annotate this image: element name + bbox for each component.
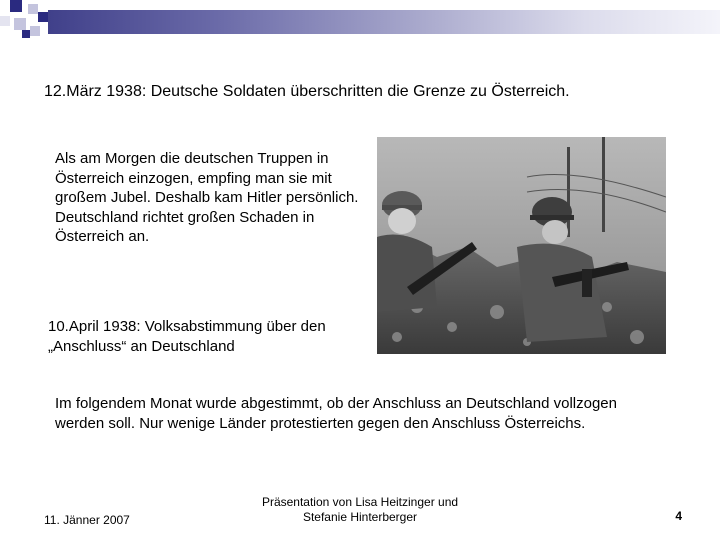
slide-title: 12.März 1938: Deutsche Soldaten überschritten die Grenze zu Österreich. — [44, 83, 570, 100]
soldiers-photo — [377, 137, 666, 354]
footer-presenters — [240, 495, 480, 525]
header-square-decoration — [28, 4, 38, 14]
header-square-decoration — [22, 30, 30, 38]
page-number: 4 — [675, 509, 682, 523]
footer-presenter-line: Präsentation von Lisa Heitzinger und — [261, 495, 459, 509]
body-paragraph-referendum: Im folgendem Monat wurde abgestimmt, ob der Anschluss an Deutschland vollzogen werden soll. Nur wenige Länder protestierten gegen den Anschluss Österreichs. — [55, 395, 617, 432]
header-square-decoration — [38, 12, 48, 22]
footer-date: 11. Jänner 2007 — [44, 513, 130, 527]
header-gradient-bar — [48, 10, 720, 34]
header-square-decoration — [10, 0, 22, 12]
subheading-referendum: 10.April 1938: Volksabstimmung über den „Anschluss“ an Deutschland — [48, 318, 326, 355]
header-square-decoration — [30, 26, 40, 36]
header-square-decoration — [14, 18, 26, 30]
header-square-decoration — [0, 16, 10, 26]
soldiers-photo-illustration — [377, 137, 666, 354]
footer-presenter-line: Stefanie Hinterberger — [302, 510, 418, 524]
body-paragraph-invasion: Als am Morgen die deutschen Truppen in Österreich einzogen, empfing man sie mit großem Jubel. Deshalb kam Hitler persönlich. Deutschland richtet großen Schaden in Österreich an. — [55, 150, 359, 245]
